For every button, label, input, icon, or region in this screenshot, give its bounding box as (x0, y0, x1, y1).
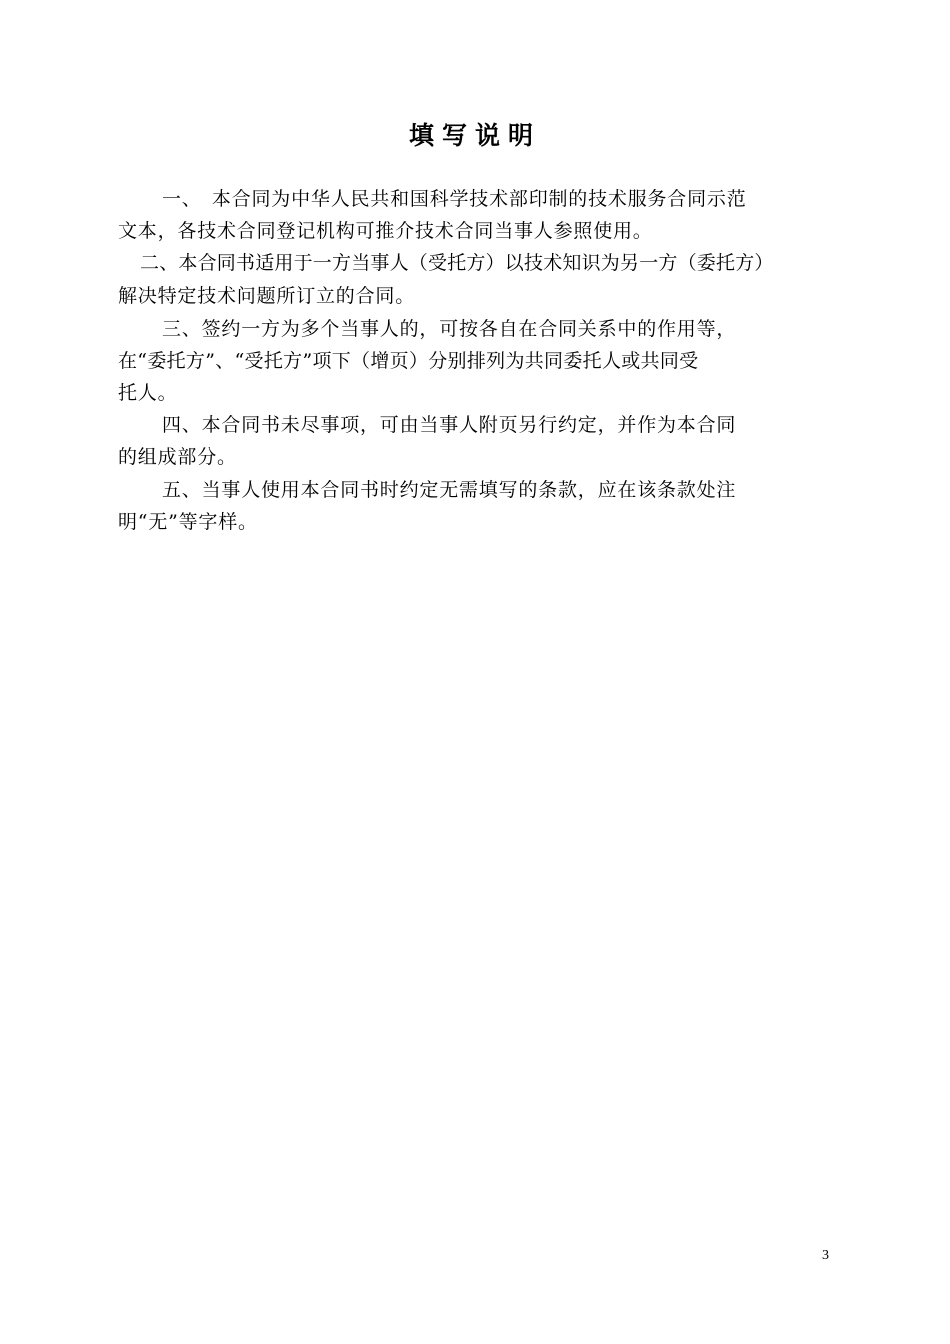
item-2-line-1: 二、本合同书适用于一方当事人（受托方）以技术知识为另一方（委托方） (140, 252, 774, 274)
item-5-line-1: 五、当事人使用本合同书时约定无需填写的条款，应在该条款处注 (162, 479, 737, 501)
page-number: 3 (822, 1248, 829, 1263)
item-1-line-2: 文本，各技术合同登记机构可推介技术合同当事人参照使用。 (118, 220, 653, 242)
item-4-line-2: 的组成部分。 (118, 446, 237, 468)
item-3-line-2: 在“委托方”、“受托方”项下（增页）分别排列为共同委托人或共同受 (118, 350, 699, 372)
item-3-line-3: 托人。 (118, 382, 178, 404)
page-title: 填写说明 (408, 121, 541, 150)
item-1-line-1: 一、 本合同为中华人民共和国科学技术部印制的技术服务合同示范 (162, 188, 747, 210)
item-4-line-1: 四、本合同书未尽事项，可由当事人附页另行约定，并作为本合同 (162, 414, 737, 436)
item-2-line-2: 解决特定技术问题所订立的合同。 (118, 285, 416, 307)
item-5-line-2: 明“无”等字样。 (118, 511, 258, 533)
item-3-line-1: 三、签约一方为多个当事人的，可按各自在合同关系中的作用等， (162, 318, 737, 340)
